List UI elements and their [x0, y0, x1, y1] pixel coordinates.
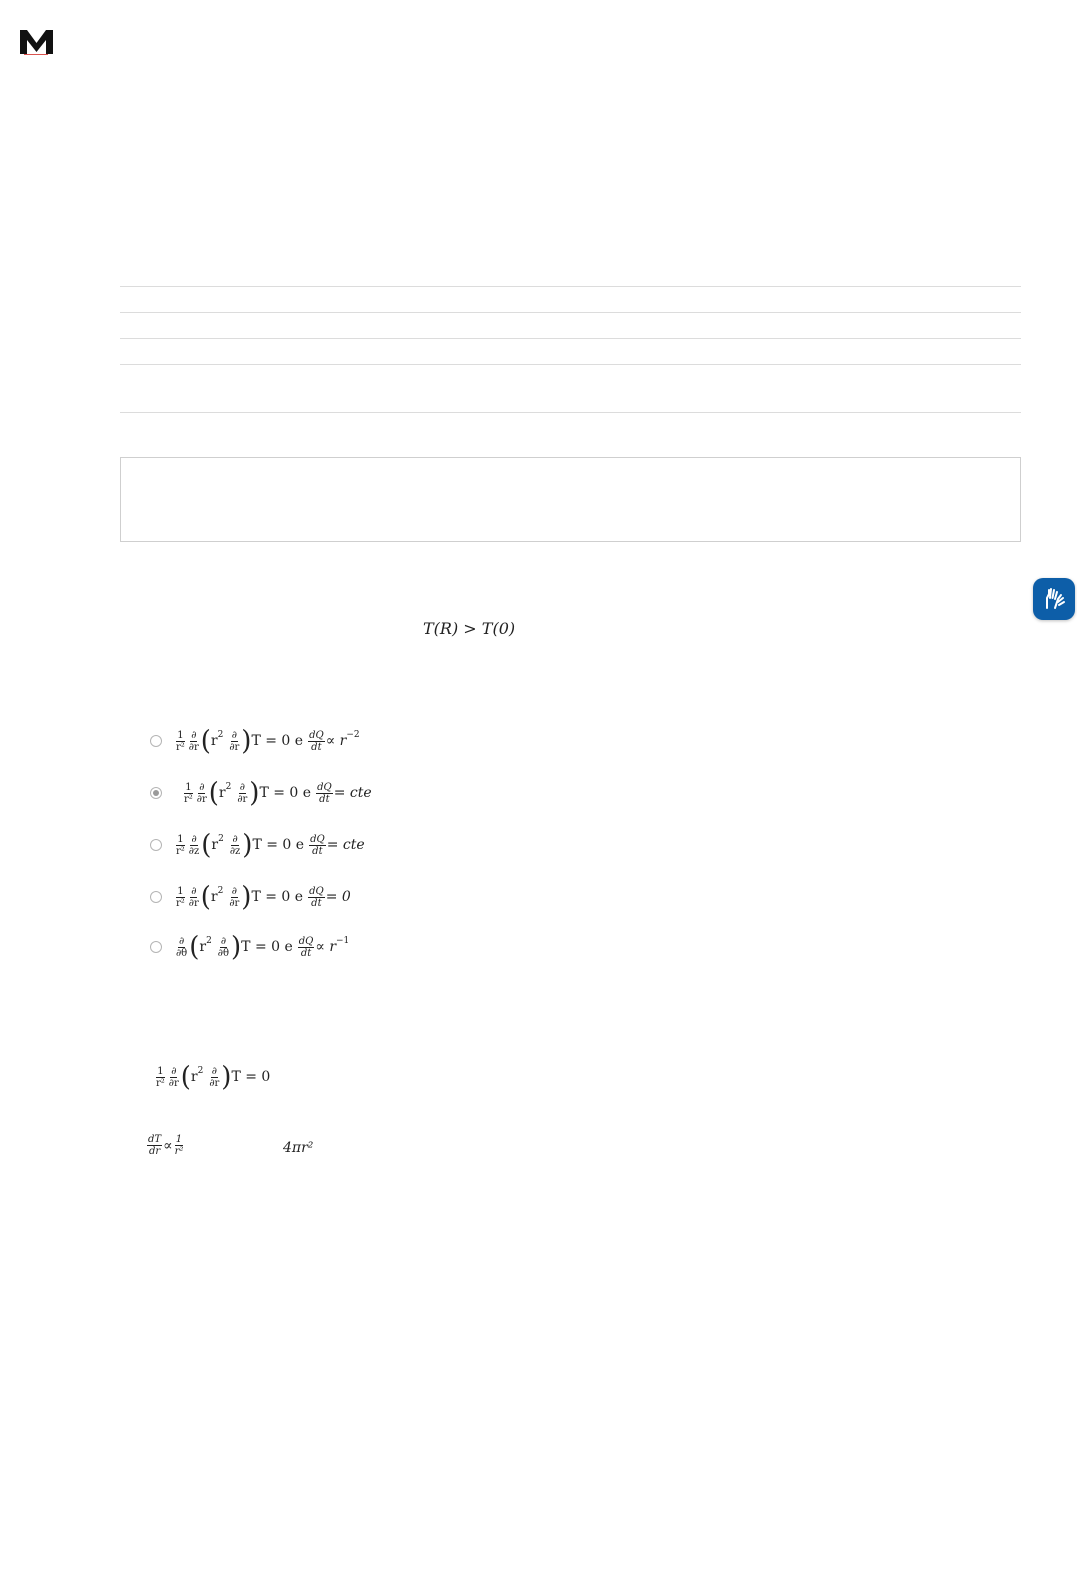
sphere-area-formula: 4πr²: [283, 1140, 314, 1156]
radio-button[interactable]: [150, 787, 162, 799]
sign-language-hands-icon: [1041, 586, 1067, 612]
option-formula: $\frac{1}{\text{r²}}$ $\frac{\partial}{\partial r}$ ( r 2 $\frac{\partial}{\partial r}$ ) T = 0 e $\frac{dQ}{dt}$ = cte: [184, 777, 372, 809]
accessibility-button[interactable]: [1033, 578, 1075, 620]
divider: [120, 412, 1021, 413]
content-box: [120, 457, 1021, 542]
answer-option[interactable]: [150, 829, 365, 861]
option-formula: $\frac{1}{\text{r²}}$ $\frac{\partial}{\partial z}$ ( r 2 $\frac{\partial}{\partial z}$ ) T = 0 e $\frac{dQ}{dt}$ = cte: [176, 829, 365, 861]
radio-button[interactable]: [150, 891, 162, 903]
divider: [120, 286, 1021, 287]
radio-button[interactable]: [150, 735, 162, 747]
radio-button[interactable]: [150, 941, 162, 953]
feedback-proportionality: $\frac{dT}{dr}$ ∝ $\frac{1}{\text{r²}}$: [148, 1134, 184, 1157]
divider: [120, 364, 1021, 365]
divider: [120, 312, 1021, 313]
logo-accent-line: [24, 54, 48, 55]
m-logo-icon: [20, 28, 53, 56]
answer-option[interactable]: [150, 725, 360, 757]
inline-formula: T(R) > T(0): [423, 619, 516, 638]
divider: [120, 338, 1021, 339]
option-formula: $\frac{1}{\text{r²}}$ $\frac{\partial}{\partial r}$ ( r 2 $\frac{\partial}{\partial r}$ ) T = 0 e $\frac{dQ}{dt}$ ∝ r −2: [176, 725, 360, 757]
logo[interactable]: [20, 28, 53, 56]
answer-option[interactable]: [150, 931, 350, 963]
option-formula: $\frac{1}{\text{r²}}$ $\frac{\partial}{\partial r}$ ( r 2 $\frac{\partial}{\partial r}$ ) T = 0 e $\frac{dQ}{dt}$ = 0: [176, 881, 351, 913]
radio-button[interactable]: [150, 839, 162, 851]
answer-option[interactable]: [150, 777, 372, 809]
feedback-equation: $\frac{1}{\text{r²}}$ $\frac{\partial}{\partial r}$ ( r 2 $\frac{\partial}{\partial r}$ ) T = 0: [156, 1061, 271, 1093]
answer-option[interactable]: [150, 881, 351, 913]
option-formula: $\frac{\partial}{\partial\theta}$ ( r 2 $\frac{\partial}{\partial\theta}$ ) T = 0 e $\frac{dQ}{dt}$ ∝ r −1: [176, 931, 350, 963]
